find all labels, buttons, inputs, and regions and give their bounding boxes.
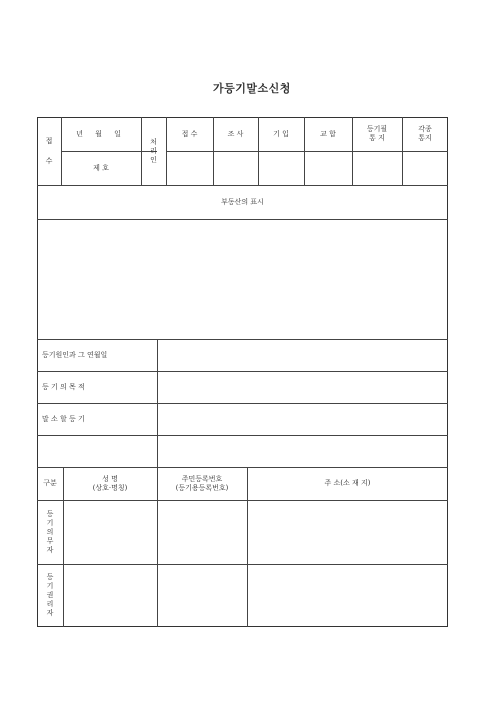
field-value-blank[interactable] xyxy=(157,435,448,467)
party-rightholder-id[interactable] xyxy=(157,564,247,627)
parties-col-kind: 구분 xyxy=(43,479,57,487)
process-input-entry[interactable] xyxy=(258,151,304,185)
reception-number-label: 제 호 xyxy=(93,163,109,172)
process-input-collation[interactable] xyxy=(304,151,352,185)
field-value-registration-to-cancel[interactable] xyxy=(157,403,448,435)
property-header: 부동산의 표시 xyxy=(221,197,264,206)
party-obligor-name[interactable] xyxy=(63,500,157,564)
reception-label-bottom: 수 xyxy=(45,156,53,165)
process-col-completion-notice: 등기필 통 지 xyxy=(366,125,388,142)
field-label-cause-date: 등기원인과 그 연월일 xyxy=(42,350,108,359)
field-label-blank xyxy=(37,435,157,467)
parties-col-address: 주 소(소 재 지) xyxy=(324,479,371,487)
process-input-completion-notice[interactable] xyxy=(352,151,402,185)
party-obligor-id[interactable] xyxy=(157,500,247,564)
party-rightholder-address[interactable] xyxy=(247,564,448,627)
process-col-collation: 교 합 xyxy=(320,129,336,138)
process-col-reception: 접 수 xyxy=(181,129,198,138)
parties-col-id: 주민등록번호 (등기용등록번호) xyxy=(175,474,229,492)
field-label-registration-to-cancel: 말 소 할 등 기 xyxy=(42,414,85,423)
party-obligor-address[interactable] xyxy=(247,500,448,564)
field-value-cause-date[interactable] xyxy=(157,339,448,371)
process-col-various-notice: 각종 통지 xyxy=(418,125,432,142)
process-col-entry: 기 입 xyxy=(273,129,289,138)
process-input-various-notice[interactable] xyxy=(402,151,448,185)
field-label-purpose: 등 기 의 목 적 xyxy=(42,382,85,391)
party-rightholder-name[interactable] xyxy=(63,564,157,627)
page-title: 가등기말소신청 xyxy=(213,82,291,95)
process-col-investigation: 조 사 xyxy=(227,129,244,138)
process-input-reception[interactable] xyxy=(166,151,213,185)
party-row-label-rightholder: 등 기 권 리 자 xyxy=(46,573,54,617)
party-row-label-obligor: 등 기 의 무 자 xyxy=(46,509,54,554)
reception-label-top: 접 xyxy=(45,136,53,145)
parties-col-name: 성 명 (상호·명칭) xyxy=(92,474,128,492)
property-description-area[interactable] xyxy=(37,219,448,339)
processor-label: 처 리 인 xyxy=(150,137,157,164)
field-value-purpose[interactable] xyxy=(157,371,448,403)
process-input-investigation[interactable] xyxy=(213,151,258,185)
reception-date-label: 년 월 일 xyxy=(76,129,126,138)
